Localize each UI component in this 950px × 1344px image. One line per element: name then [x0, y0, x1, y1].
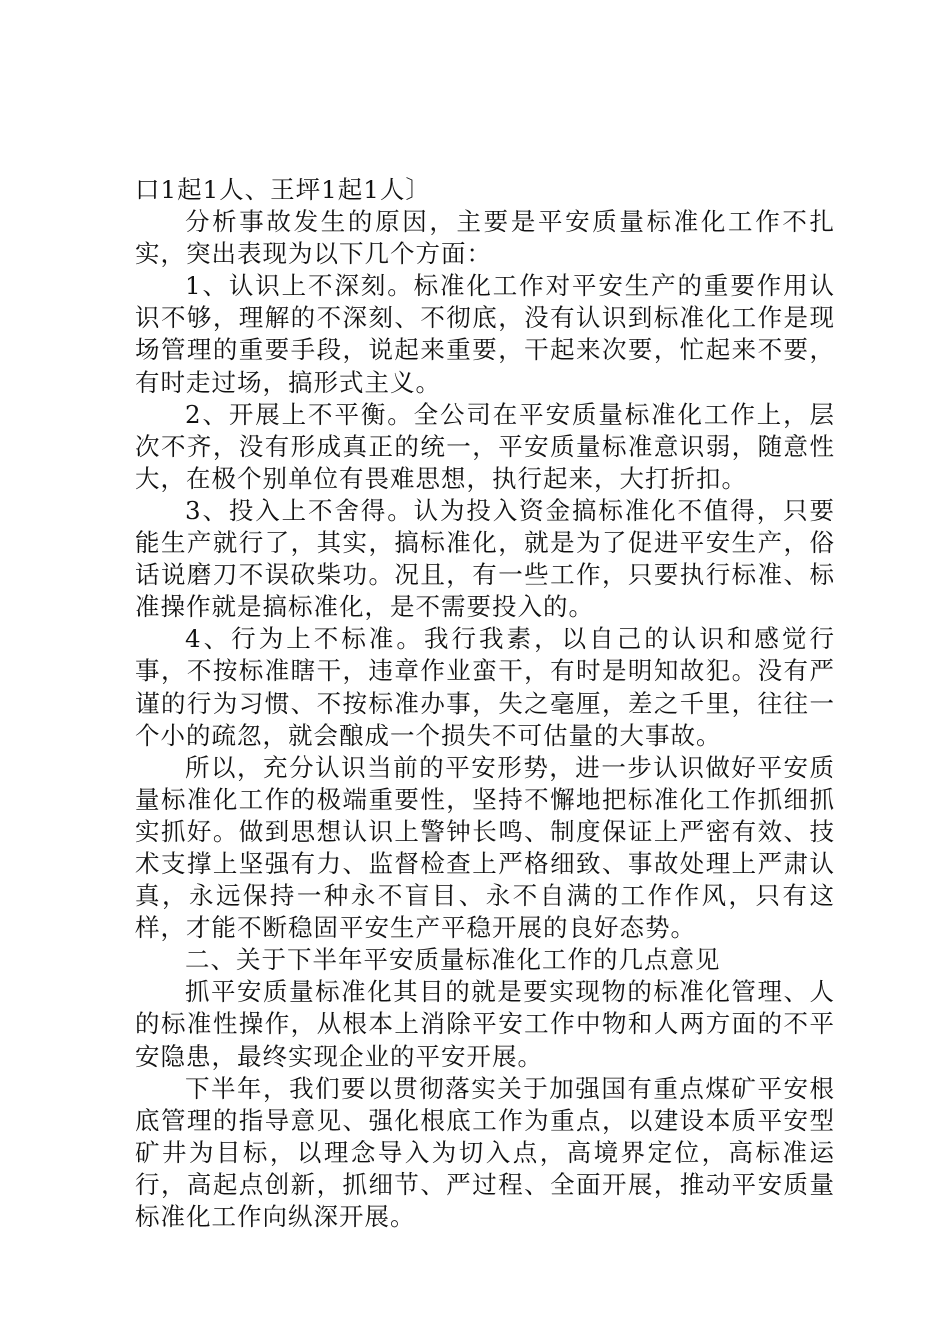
paragraph-second-half-plan: 下半年，我们要以贯彻落实关于加强国有重点煤矿平安根底管理的指导意见、强化根底工作为重点，以建设本质平安型矿井为目标，以理念导入为切入点，高境界定位，高标准运行，高起点创新，抓细节、严过程、全面开展，推动平安质量标准化工作向纵深开展。: [135, 1073, 835, 1231]
paragraph-point-4: 4、行为上不标准。我行我素，以自己的认识和感觉行事，不按标准瞎干，违章作业蛮干，有时是明知故犯。没有严谨的行为习惯、不按标准办事，失之毫厘，差之千里，往往一个小的疏忽，就会酿成一个损失不可估量的大事故。: [135, 624, 835, 750]
paragraph-purpose: 抓平安质量标准化其目的就是要实现物的标准化管理、人的标准性操作，从根本上消除平安工作中物和人两方面的不平安隐患，最终实现企业的平安开展。: [135, 977, 835, 1071]
paragraph-point-3: 3、投入上不舍得。认为投入资金搞标准化不值得，只要能生产就行了，其实，搞标准化，就是为了促进平安生产，俗话说磨刀不误砍柴功。况且，有一些工作，只要执行标准、标准操作就是搞标准化，是不需要投入的。: [135, 495, 835, 622]
paragraph-point-2: 2、开展上不平衡。全公司在平安质量标准化工作上，层次不齐，没有形成真正的统一，平安质量标准意识弱，随意性大，在极个别单位有畏难思想，执行起来，大打折扣。: [135, 399, 835, 493]
section-heading-2: 二、关于下半年平安质量标准化工作的几点意见: [185, 945, 721, 975]
body-text: [135, 174, 835, 1233]
paragraph-point-1: 1、认识上不深刻。标准化工作对平安生产的重要作用认识不够，理解的不深刻、不彻底，没有认识到标准化工作是现场管理的重要手段，说起来重要，干起来次要，忙起来不要，有时走过场，搞形式主义。: [135, 271, 835, 397]
paragraph-conclusion: 所以，充分认识当前的平安形势，进一步认识做好平安质量标准化工作的极端重要性，坚持不懈地把标准化工作抓细抓实抓好。做到思想认识上警钟长鸣、制度保证上严密有效、技术支撑上坚强有力、监督检查上严格细致、事故处理上严肃认真，永远保持一种永不盲目、永不自满的工作作风，只有这样，才能不断稳固平安生产平稳开展的良好态势。: [135, 752, 835, 943]
paragraph-continuation: 口1起1人、王坪1起1人〕: [135, 175, 431, 204]
paragraph-cause-analysis: 分析事故发生的原因，主要是平安质量标准化工作不扎实，突出表现为以下几个方面：: [135, 207, 835, 269]
